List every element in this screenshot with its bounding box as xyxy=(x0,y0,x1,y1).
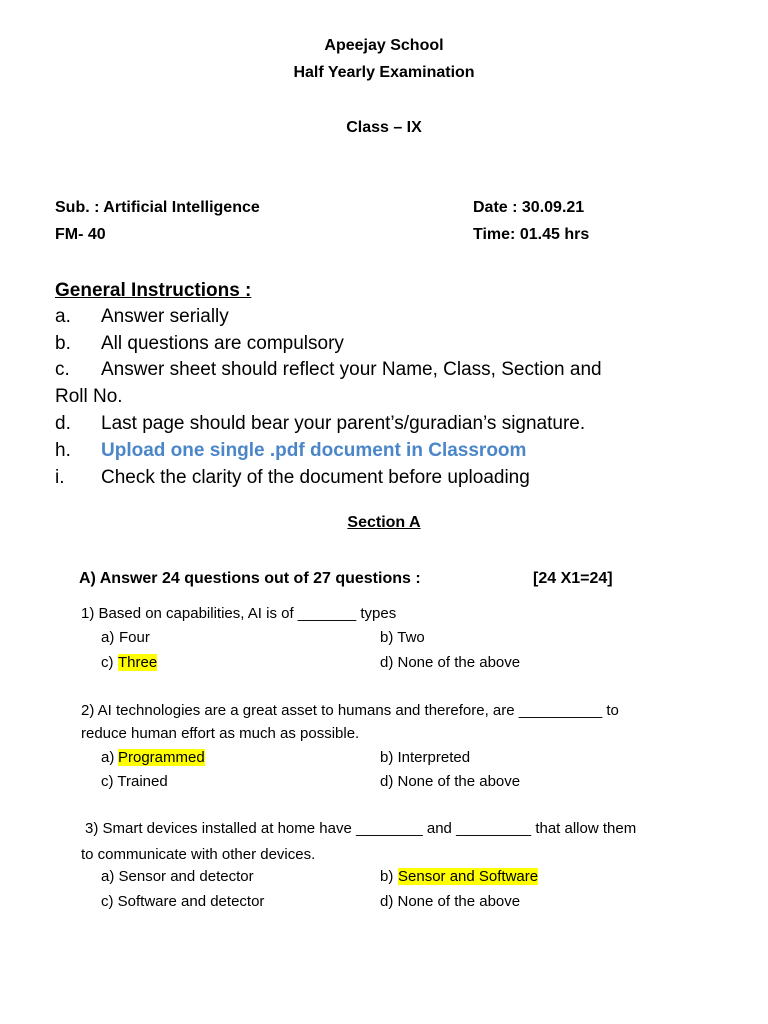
question-text-continuation: to communicate with other devices. xyxy=(81,846,316,863)
section-title: Section A xyxy=(347,514,421,531)
instruction-item-highlight: Upload one single .pdf document in Classroom xyxy=(101,440,527,461)
option: d) None of the above xyxy=(380,654,521,671)
option: d) None of the above xyxy=(380,893,521,910)
subject-label: Sub. : Artificial Intelligence xyxy=(55,199,260,216)
option-answer-highlight: Programmed xyxy=(118,749,205,766)
option-text: Four xyxy=(119,629,150,646)
option: d) None of the above xyxy=(380,773,521,790)
instruction-item-continuation: Roll No. xyxy=(55,386,123,407)
instruction-marker: a. xyxy=(55,306,71,327)
instructions-title: General Instructions : xyxy=(55,280,252,301)
option: b) Interpreted xyxy=(380,749,471,766)
option: b) Two xyxy=(380,629,425,646)
instruction-item: Check the clarity of the document before uploading xyxy=(101,467,530,488)
question-text-continuation: reduce human effort as much as possible. xyxy=(81,725,360,742)
instruction-item: Last page should bear your parent’s/guradian’s signature. xyxy=(101,413,586,434)
option: c) xyxy=(101,654,114,671)
instruction-marker: d. xyxy=(55,413,71,434)
option: a) xyxy=(101,629,115,646)
instruction-item: Answer sheet should reflect your Name, Class, Section and xyxy=(101,359,602,380)
school-name: Apeejay School xyxy=(324,37,444,54)
exam-title: Half Yearly Examination xyxy=(293,64,475,81)
date-label: Date : 30.09.21 xyxy=(473,199,585,216)
question-text: 3) Smart devices installed at home have ________ and _________ that allow them xyxy=(85,820,637,837)
question-text: 1) Based on capabilities, AI is of _______ types xyxy=(81,605,397,622)
instruction-marker: i. xyxy=(55,467,65,488)
section-instruction: A) Answer 24 questions out of 27 questions : xyxy=(79,570,421,587)
section-marks: [24 X1=24] xyxy=(533,570,613,587)
instruction-item: Answer serially xyxy=(101,306,229,327)
class-label: Class – IX xyxy=(346,119,422,136)
instruction-marker: b. xyxy=(55,333,71,354)
option: c) Software and detector xyxy=(101,893,265,910)
option: a) Sensor and detector xyxy=(101,868,254,885)
option: c) Trained xyxy=(101,773,168,790)
time-label: Time: 01.45 hrs xyxy=(473,226,590,243)
option-answer-highlight: Three xyxy=(118,654,158,671)
instruction-item: All questions are compulsory xyxy=(101,333,344,354)
question-text: 2) AI technologies are a great asset to humans and therefore, are __________ to xyxy=(81,702,619,719)
option-answer-highlight: Sensor and Software xyxy=(398,868,539,885)
instruction-marker: c. xyxy=(55,359,70,380)
option: b) xyxy=(380,868,394,885)
instruction-marker: h. xyxy=(55,440,71,461)
option: a) xyxy=(101,749,115,766)
full-marks-label: FM- 40 xyxy=(55,226,106,243)
